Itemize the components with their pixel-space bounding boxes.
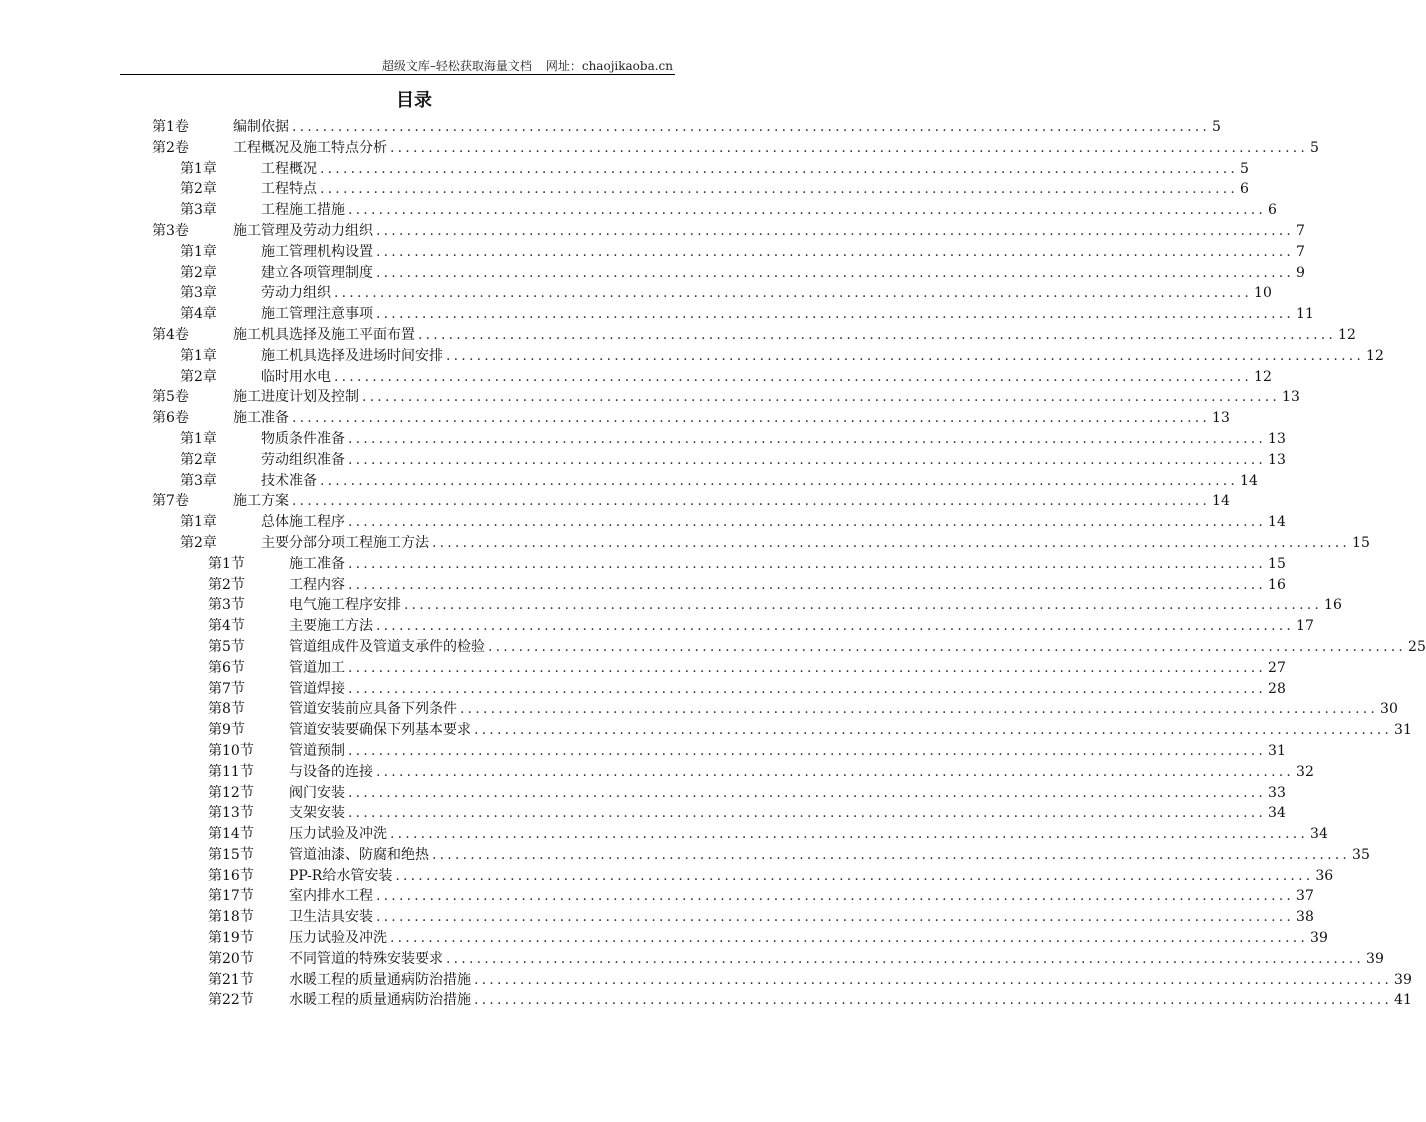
- toc-entry[interactable]: [0, 658, 1286, 679]
- toc-entry-page: 25: [1408, 638, 1426, 655]
- toc-entry-page: 6: [1268, 202, 1277, 219]
- header-website: 网址：chaojikaoba.cn: [545, 59, 673, 73]
- toc-entry-title[interactable]: 工程概况及施工特点分析: [233, 138, 390, 159]
- toc-entry-label: 第2章: [180, 264, 217, 281]
- toc-entry-page: 16: [1268, 576, 1286, 593]
- toc-entry-label: 第16节: [208, 867, 254, 884]
- toc-entry[interactable]: [0, 637, 1426, 658]
- toc-entry-page: 15: [1352, 534, 1370, 551]
- toc-entry-title[interactable]: 工程施工措施: [261, 200, 348, 221]
- toc-entry-label: 第18节: [208, 909, 254, 926]
- toc-leader-dots: ........................................................................................................................: [348, 576, 1267, 593]
- toc-entry[interactable]: [0, 928, 1328, 949]
- toc-leader-dots: ........................................................................................................................: [474, 971, 1393, 988]
- toc-leader-dots: ........................................................................................................................: [376, 306, 1295, 323]
- toc-entry-title[interactable]: 电气施工程序安排: [289, 595, 404, 616]
- toc-entry-page: 7: [1296, 222, 1305, 239]
- toc-leader-dots: ........................................................................................................................: [362, 389, 1281, 406]
- toc-entry-label: 第14节: [208, 826, 254, 843]
- toc-entry-title[interactable]: 物质条件准备: [261, 429, 348, 450]
- toc-leader-dots: ........................................................................................................................: [432, 846, 1351, 863]
- toc-entry-title[interactable]: 劳动力组织: [261, 283, 334, 304]
- toc-entry-page: 6: [1240, 181, 1249, 198]
- toc-leader-dots: ........................................................................................................................: [320, 472, 1239, 489]
- toc-entry-page: 14: [1240, 472, 1258, 489]
- toc-leader-dots: ........................................................................................................................: [376, 909, 1295, 926]
- toc-entry-page: 41: [1394, 992, 1412, 1009]
- header-divider: [120, 74, 675, 75]
- toc-entry-title[interactable]: 施工管理注意事项: [261, 304, 376, 325]
- toc-entry[interactable]: [0, 346, 1384, 367]
- toc-entry-label: 第1章: [180, 514, 217, 531]
- toc-entry-label: 第21节: [208, 971, 254, 988]
- toc-entry[interactable]: [0, 304, 1314, 325]
- toc-entry-label: 第22节: [208, 992, 254, 1009]
- toc-entry-title[interactable]: 施工管理及劳动力组织: [233, 221, 376, 242]
- toc-entry[interactable]: [0, 429, 1286, 450]
- toc-entry-title[interactable]: 管道安装要确保下列基本要求: [289, 720, 474, 741]
- toc-entry-page: 34: [1310, 826, 1328, 843]
- toc-entry-title[interactable]: 施工方案: [233, 491, 292, 512]
- toc-entry-page: 9: [1296, 264, 1305, 281]
- toc-entry-page: 39: [1366, 950, 1384, 967]
- toc-entry-label: 第8节: [208, 701, 245, 718]
- toc-entry-label: 第1章: [180, 243, 217, 260]
- toc-entry-page: 5: [1310, 139, 1319, 156]
- toc-entry[interactable]: [0, 554, 1286, 575]
- toc-leader-dots: ........................................................................................................................: [320, 181, 1239, 198]
- toc-leader-dots: ........................................................................................................................: [292, 493, 1211, 510]
- toc-entry[interactable]: [0, 907, 1314, 928]
- toc-entry-label: 第1章: [180, 347, 217, 364]
- toc-leader-dots: ........................................................................................................................: [446, 950, 1365, 967]
- toc-entry-label: 第6卷: [152, 410, 189, 427]
- toc-leader-dots: ........................................................................................................................: [432, 534, 1351, 551]
- toc-entry[interactable]: [0, 242, 1305, 263]
- toc-title: 目录: [396, 90, 432, 111]
- toc-entry[interactable]: [0, 263, 1305, 284]
- toc-entry-page: 27: [1268, 659, 1286, 676]
- toc-entry[interactable]: [0, 699, 1398, 720]
- toc-entry-label: 第2章: [180, 534, 217, 551]
- toc-leader-dots: ........................................................................................................................: [460, 701, 1379, 718]
- toc-entry-page: 37: [1296, 888, 1314, 905]
- toc-entry[interactable]: [0, 990, 1412, 1011]
- toc-entry-title[interactable]: 施工机具选择及施工平面布置: [233, 325, 418, 346]
- toc-entry[interactable]: [0, 533, 1370, 554]
- toc-entry-label: 第11节: [208, 763, 254, 780]
- toc-leader-dots: ........................................................................................................................: [348, 514, 1267, 531]
- toc-leader-dots: ........................................................................................................................: [348, 742, 1267, 759]
- toc-entry-title[interactable]: 施工准备: [233, 408, 292, 429]
- toc-leader-dots: ........................................................................................................................: [376, 888, 1295, 905]
- toc-entry-title[interactable]: 施工管理机构设置: [261, 242, 376, 263]
- toc-entry-page: 38: [1296, 909, 1314, 926]
- toc-entry-page: 36: [1315, 867, 1334, 884]
- toc-entry-label: 第10节: [208, 742, 254, 759]
- toc-leader-dots: ........................................................................................................................: [376, 618, 1295, 635]
- toc-entry[interactable]: [0, 450, 1286, 471]
- toc-entry-title[interactable]: 阀门安装: [289, 783, 348, 804]
- toc-entry[interactable]: [0, 117, 1221, 138]
- toc-entry-title[interactable]: 室内排水工程: [289, 886, 376, 907]
- toc-entry-title[interactable]: 临时用水电: [261, 367, 334, 388]
- toc-entry[interactable]: [0, 866, 1334, 887]
- toc-entry-label: 第4章: [180, 306, 217, 323]
- toc-entry[interactable]: [0, 387, 1300, 408]
- toc-entry-label: 第3章: [180, 202, 217, 219]
- toc-entry[interactable]: [0, 616, 1314, 637]
- toc-entry-title[interactable]: 劳动组织准备: [261, 450, 348, 471]
- toc-leader-dots: ........................................................................................................................: [376, 243, 1295, 260]
- toc-entry-label: 第4节: [208, 618, 245, 635]
- toc-entry-title[interactable]: 工程概况: [261, 159, 320, 180]
- toc-leader-dots: ........................................................................................................................: [292, 410, 1211, 427]
- toc-leader-dots: ........................................................................................................................: [348, 659, 1267, 676]
- header-slogan: 超级文库–轻松获取海量文档: [381, 59, 532, 73]
- toc-leader-dots: ........................................................................................................................: [404, 597, 1323, 614]
- toc-entry-label: 第6节: [208, 659, 245, 676]
- toc-entry-label: 第3卷: [152, 222, 189, 239]
- toc-entry[interactable]: [0, 138, 1319, 159]
- toc-entry-label: 第17节: [208, 888, 254, 905]
- toc-entry-page: 34: [1268, 805, 1286, 822]
- toc-entry-title[interactable]: 施工进度计划及控制: [233, 387, 362, 408]
- page-header: [382, 57, 673, 74]
- toc-entry-label: 第2章: [180, 368, 217, 385]
- toc-entry-page: 14: [1268, 514, 1286, 531]
- toc-entry-title[interactable]: 水暖工程的质量通病防治措施: [289, 990, 474, 1011]
- toc-entry-page: 12: [1366, 347, 1384, 364]
- toc-leader-dots: ........................................................................................................................: [376, 264, 1295, 281]
- toc-entry[interactable]: [0, 325, 1356, 346]
- toc-leader-dots: ........................................................................................................................: [348, 430, 1267, 447]
- toc-entry[interactable]: [0, 886, 1314, 907]
- toc-entry[interactable]: [0, 803, 1286, 824]
- toc-entry[interactable]: [0, 824, 1328, 845]
- toc-entry-label: 第5卷: [152, 389, 189, 406]
- toc-entry-label: 第4卷: [152, 326, 189, 343]
- toc-entry-title[interactable]: 支架安装: [289, 803, 348, 824]
- toc-entry[interactable]: [0, 491, 1230, 512]
- toc-entry-label: 第2章: [180, 451, 217, 468]
- toc-leader-dots: ........................................................................................................................: [348, 805, 1267, 822]
- toc-leader-dots: ........................................................................................................................: [376, 222, 1295, 239]
- toc-entry-title[interactable]: 编制依据: [233, 117, 292, 138]
- toc-entry-label: 第5节: [208, 638, 245, 655]
- toc-leader-dots: ........................................................................................................................: [348, 555, 1267, 572]
- toc-entry-label: 第7节: [208, 680, 245, 697]
- toc-entry-page: 15: [1268, 555, 1286, 572]
- toc-entry-title[interactable]: 技术准备: [261, 471, 320, 492]
- toc-entry-page: 13: [1282, 389, 1300, 406]
- toc-entry-title[interactable]: 水暖工程的质量通病防治措施: [289, 970, 474, 991]
- toc-entry-label: 第15节: [208, 846, 254, 863]
- toc-entry-title[interactable]: 管道焊接: [289, 679, 348, 700]
- toc-entry-label: 第7卷: [152, 493, 189, 510]
- toc-leader-dots: ........................................................................................................................: [395, 867, 1314, 884]
- toc-entry[interactable]: [0, 741, 1286, 762]
- toc-entry-page: 10: [1254, 285, 1272, 302]
- toc-entry[interactable]: [0, 283, 1272, 304]
- toc-entry[interactable]: [0, 970, 1412, 991]
- toc-entry-page: 39: [1394, 971, 1412, 988]
- toc-entry-page: 12: [1338, 326, 1356, 343]
- toc-leader-dots: ........................................................................................................................: [474, 722, 1393, 739]
- toc-entry[interactable]: [0, 512, 1286, 533]
- toc-entry-label: 第3章: [180, 472, 217, 489]
- toc-entry-title[interactable]: 管道加工: [289, 658, 348, 679]
- toc-entry-label: 第19节: [208, 930, 254, 947]
- toc-entry-title[interactable]: 卫生洁具安装: [289, 907, 376, 928]
- toc-entry-label: 第1节: [208, 555, 245, 572]
- toc-leader-dots: ........................................................................................................................: [334, 368, 1253, 385]
- toc-leader-dots: ........................................................................................................................: [390, 826, 1309, 843]
- toc-leader-dots: ........................................................................................................................: [320, 160, 1239, 177]
- toc-entry-page: 32: [1296, 763, 1314, 780]
- toc-entry-page: 5: [1212, 119, 1221, 135]
- toc-entry-page: 31: [1268, 742, 1286, 759]
- toc-entry[interactable]: [0, 679, 1286, 700]
- toc-entry[interactable]: [0, 845, 1370, 866]
- toc-entry-page: 16: [1324, 597, 1342, 614]
- toc-entry-label: 第3章: [180, 285, 217, 302]
- toc-leader-dots: ........................................................................................................................: [418, 326, 1337, 343]
- toc-entry[interactable]: [0, 471, 1258, 492]
- toc-entry-title[interactable]: 不同管道的特殊安装要求: [289, 949, 446, 970]
- toc-leader-dots: ........................................................................................................................: [446, 347, 1365, 364]
- toc-entry-page: 14: [1212, 493, 1230, 510]
- toc-entry[interactable]: [0, 367, 1272, 388]
- toc-entry[interactable]: [0, 762, 1314, 783]
- toc-entry[interactable]: [0, 179, 1249, 200]
- toc-entry-label: 第12节: [208, 784, 254, 801]
- toc-entry-title[interactable]: 工程内容: [289, 575, 348, 596]
- toc-entry[interactable]: [0, 200, 1277, 221]
- toc-entry-page: 39: [1310, 930, 1328, 947]
- toc-entry-title[interactable]: 施工机具选择及进场时间安排: [261, 346, 446, 367]
- toc-entry-title[interactable]: 与设备的连接: [289, 762, 376, 783]
- toc-entry-label: 第3节: [208, 597, 245, 614]
- toc-leader-dots: ........................................................................................................................: [348, 680, 1267, 697]
- toc-entry-title[interactable]: 建立各项管理制度: [261, 263, 376, 284]
- toc-entry-label: 第2节: [208, 576, 245, 593]
- toc-leader-dots: ........................................................................................................................: [474, 992, 1393, 1009]
- toc-entry-title[interactable]: 施工准备: [289, 554, 348, 575]
- toc-entry-title[interactable]: PP-R给水管安装: [289, 866, 395, 887]
- toc-entry-page: 13: [1268, 451, 1286, 468]
- toc-entry-label: 第1章: [180, 160, 217, 177]
- toc-leader-dots: ........................................................................................................................: [292, 119, 1211, 135]
- toc-entry-label: 第2卷: [152, 139, 189, 156]
- toc-leader-dots: ........................................................................................................................: [334, 285, 1253, 302]
- toc-entry-title[interactable]: 压力试验及冲洗: [289, 928, 390, 949]
- toc-entry-title[interactable]: 总体施工程序: [261, 512, 348, 533]
- toc-entry-page: 13: [1212, 410, 1230, 427]
- toc-entry-title[interactable]: 压力试验及冲洗: [289, 824, 390, 845]
- toc-entry-title[interactable]: 管道油漆、防腐和绝热: [289, 845, 432, 866]
- toc-entry[interactable]: [0, 221, 1305, 242]
- toc-entry-page: 12: [1254, 368, 1272, 385]
- toc-leader-dots: ........................................................................................................................: [376, 763, 1295, 780]
- toc-entry-title[interactable]: 管道预制: [289, 741, 348, 762]
- toc-entry-page: 35: [1352, 846, 1370, 863]
- toc-entry-label: 第13节: [208, 805, 254, 822]
- toc-entry-page: 17: [1296, 618, 1314, 635]
- toc-entry-title[interactable]: 管道组成件及管道支承件的检验: [289, 637, 488, 658]
- toc-entry-page: 30: [1380, 701, 1398, 718]
- toc-leader-dots: ........................................................................................................................: [488, 638, 1407, 655]
- toc-leader-dots: ........................................................................................................................: [348, 202, 1267, 219]
- toc-entry-title[interactable]: 工程特点: [261, 179, 320, 200]
- toc-entry-page: 31: [1394, 722, 1412, 739]
- toc-entry-page: 5: [1240, 160, 1249, 177]
- toc-entry-label: 第9节: [208, 722, 245, 739]
- toc-entry-page: 33: [1268, 784, 1286, 801]
- toc-entry-label: 第1卷: [152, 119, 189, 135]
- toc-entry-title[interactable]: 主要施工方法: [289, 616, 376, 637]
- toc-entry[interactable]: [0, 720, 1412, 741]
- toc-entry-page: 11: [1296, 306, 1314, 323]
- toc-entry-page: 7: [1296, 243, 1305, 260]
- toc-entry-page: 13: [1268, 430, 1286, 447]
- toc-leader-dots: ........................................................................................................................: [390, 930, 1309, 947]
- toc-entry[interactable]: [0, 949, 1384, 970]
- toc-entry[interactable]: [0, 783, 1286, 804]
- toc-leader-dots: ........................................................................................................................: [348, 451, 1267, 468]
- toc-entry-page: 28: [1268, 680, 1286, 697]
- toc-leader-dots: ........................................................................................................................: [348, 784, 1267, 801]
- toc-entry[interactable]: [0, 575, 1286, 596]
- toc-entry-title[interactable]: 管道安装前应具备下列条件: [289, 699, 460, 720]
- toc-entry-title[interactable]: 主要分部分项工程施工方法: [261, 533, 432, 554]
- toc-entry[interactable]: [0, 595, 1342, 616]
- toc-leader-dots: ........................................................................................................................: [390, 139, 1309, 156]
- toc-entry-label: 第20节: [208, 950, 254, 967]
- toc-entry-label: 第2章: [180, 181, 217, 198]
- table-of-contents: [0, 117, 1426, 1011]
- toc-entry-label: 第1章: [180, 430, 217, 447]
- toc-entry[interactable]: [0, 408, 1230, 429]
- toc-entry[interactable]: [0, 159, 1249, 180]
